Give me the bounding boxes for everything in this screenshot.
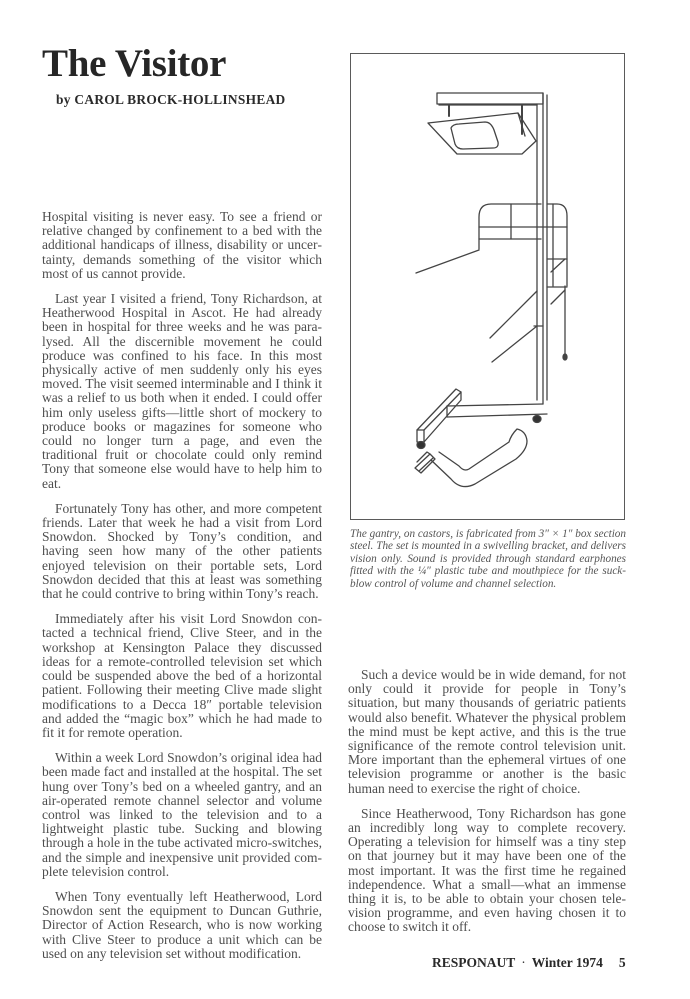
paragraph: Hospital visiting is never easy. To see a friend or relative changed by confinement to a bed with the additional handicaps of illness, disability or uncertainty, demands something of the visitor which most of us cannot provide. bbox=[42, 209, 322, 281]
bed-headboard bbox=[479, 204, 567, 304]
castor-wheel bbox=[533, 416, 541, 423]
paragraph: Immediately after his visit Lord Snowdon contacted a technical friend, Clive Steer, and in the workshop at Kensington Palace they discussed ideas for a remote-controlled television set which could be suspended above the bed of a horizontal patient. Following their meeting Clive made slight modifications to a Decca 18″ portable television and added the “magic box” which he had made to fit it for remote operation. bbox=[42, 611, 322, 740]
article-title: The Visitor bbox=[42, 42, 227, 85]
castor-wheel bbox=[417, 442, 425, 449]
paragraph: Since Heatherwood, Tony Richardson has gone an incredibly long way to complete recovery. Operating a television for himself was a tiny step on that journey but it may have been one of the most important. It was the first time he regained independence. What a small—what an immense thing it is, to be able to obtain your chosen television programme, and even having chosen it to choose to switch it off. bbox=[348, 805, 626, 935]
gantry-post bbox=[537, 93, 547, 404]
paragraph: When Tony eventually left Heatherwood, Lord Snowdon sent the equipment to Duncan Guthrie, Director of Action Research, who is now working with Clive Steer to produce a unit which can be used on any television set without modification. bbox=[42, 888, 322, 961]
left-column bbox=[42, 210, 322, 972]
page-footer bbox=[432, 955, 626, 971]
bed-frame bbox=[416, 250, 543, 362]
paragraph: Within a week Lord Snowdon’s original idea had been made fact and installed at the hospital. The set hung over Tony’s bed on a wheeled gantry, and an air-operated remote channel selector and volume control was linked to the television and to a lightweight plastic tube. Sucking and blowing through a hole in the tube activated micro-switches, and the simple and inexpensive unit provided complete television control. bbox=[42, 750, 322, 879]
gantry-base bbox=[417, 389, 547, 442]
paragraph: Such a device would be in wide demand, for not only could it provide for people in Tony’s situation, but many thousands of geriatric patients would also benefit. Whatever the physical problem the mind must be kept active, and this is the true significance of the remote control television unit. More important than the ephemeral virtues of one television programme or another is the basic human need to exercise the right of choice. bbox=[348, 667, 626, 796]
cable-end bbox=[563, 354, 567, 360]
right-column bbox=[348, 668, 626, 946]
television-set bbox=[428, 113, 536, 154]
article-byline: by CAROL BROCK-HOLLINSHEAD bbox=[56, 92, 286, 107]
illustration-frame bbox=[350, 53, 625, 520]
paragraph: Last year I visited a friend, Tony Richardson, at Heatherwood Hospital in Ascot. He had already been in hospital for three weeks and he was paralysed. All the discernible movement he could produce was confined to his face. In this most physically active of men suddenly only his eyes moved. The visit seemed interminable and I think it was a relief to us both when it ended. I could offer him only useless gifts—little short of mockery to produce books or magazines for someone who could no longer turn a page, and even the traditional fruit or chocolate could only remind Tony that someone else would have to help him to eat. bbox=[42, 291, 322, 491]
figure-caption: The gantry, on castors, is fabricated from 3″ × 1″ box section steel. The set is mounted in a swivelling bracket, and delivers vision only. Sound is provided through standard earphones fitted with the ¼″ plastic tube and mouthpiece for the suck-blow control of volume and channel selection. bbox=[350, 528, 626, 590]
page-number: 5 bbox=[618, 955, 626, 970]
footer-separator: · bbox=[521, 955, 526, 970]
mouthpiece-tube bbox=[415, 429, 527, 487]
gantry-tv-illustration bbox=[351, 54, 626, 521]
publication-name: RESPONAUT bbox=[432, 955, 516, 970]
gantry-top-arm bbox=[437, 93, 543, 105]
paragraph: Fortunately Tony has other, and more competent friends. Later that week he had a visit from Lord Snowdon. Shocked by Tony’s condition, and having seen how many of the other patients enjoyed television on their portable sets, Lord Snowdon decided that this at least was something that he could contrive to bring within Tony’s reach. bbox=[42, 500, 322, 602]
issue-date: Winter 1974 bbox=[531, 955, 603, 970]
